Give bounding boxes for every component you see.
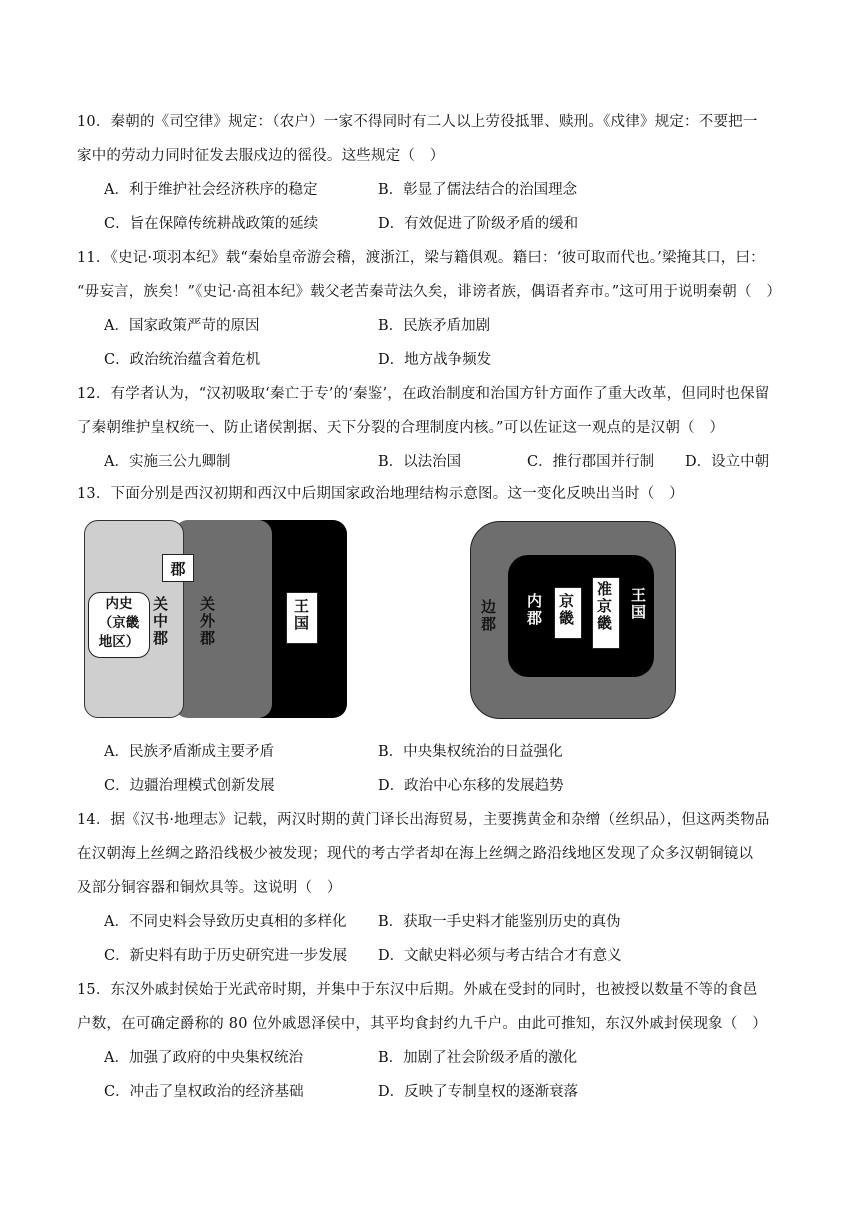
q11-option-d[interactable]: D．地方战争频发 (378, 352, 492, 368)
q10-line-1: 10．秦朝的《司空律》规定：（农户）一家不得同时有二人以上劳役抵罪、赎刑。《戍律》规定：不要把一 (77, 114, 758, 130)
q13-option-b[interactable]: B．中央集权统治的日益强化 (378, 744, 563, 760)
q13-option-d[interactable]: D．政治中心东移的发展趋势 (378, 778, 564, 794)
q14-option-b[interactable]: B．获取一手史料才能鉴别历史的真伪 (378, 914, 621, 930)
q15-line-2: 户数，在可确定爵称的 80 位外戚恩泽侯中，其平均食封约九千户。由此可推知，东汉外戚封侯现象（ ） (77, 1016, 767, 1032)
zhunjingji-label: 准京畿 (595, 581, 613, 632)
q10-option-d[interactable]: D．有效促进了阶级矛盾的缓和 (378, 216, 579, 232)
q14-line-3: 及部分铜容器和铜炊具等。这说明（ ） (77, 880, 342, 896)
q13-option-a[interactable]: A．民族矛盾渐成主要矛盾 (104, 744, 274, 760)
q11-line-1: 11．《史记·项羽本纪》载“秦始皇帝游会稽，渡浙江，梁与籍俱观。籍曰：‘彼可取而代也。’梁掩其口，曰： (77, 250, 765, 266)
neishi-box (88, 592, 150, 658)
q12-option-a[interactable]: A．实施三公九卿制 (104, 454, 231, 470)
q11-option-b[interactable]: B．民族矛盾加剧 (378, 318, 491, 334)
wangguo-label-left: 王国 (292, 598, 310, 632)
q12-option-d[interactable]: D．设立中朝 (685, 454, 770, 470)
q11-option-a[interactable]: A．国家政策严苛的原因 (104, 318, 260, 334)
q10-option-a[interactable]: A．利于维护社会经济秩序的稳定 (104, 182, 318, 198)
jingji-label: 京畿 (557, 593, 575, 627)
q14-option-c[interactable]: C．新史料有助于历史研究进一步发展 (104, 948, 348, 964)
q12-line-1: 12．有学者认为，“汉初吸取‘秦亡于专’的‘秦鉴’，在政治制度和治国方针方面作了重大改革，但同时也保留 (77, 386, 770, 402)
q15-line-1: 15．东汉外戚封侯始于光武帝时期，并集中于东汉中后期。外戚在受封的同时，也被授以数量不等的食邑 (77, 982, 758, 998)
q11-option-c[interactable]: C．政治统治蕴含着危机 (104, 352, 261, 368)
q15-option-c[interactable]: C．冲击了皇权政治的经济基础 (104, 1084, 304, 1100)
q10-line-2: 家中的劳动力同时征发去服戍边的徭役。这些规定（ ） (77, 148, 445, 164)
q15-option-b[interactable]: B．加剧了社会阶级矛盾的激化 (378, 1050, 578, 1066)
guanzhong-label: 关中郡 (151, 596, 169, 647)
q13-option-c[interactable]: C．边疆治理模式创新发展 (104, 778, 275, 794)
q12-option-c[interactable]: C．推行郡国并行制 (527, 454, 655, 470)
wangguo-label-right: 王国 (629, 587, 647, 621)
q12-option-b[interactable]: B．以法治国 (378, 454, 462, 470)
q14-line-2: 在汉朝海上丝绸之路沿线极少被发现；现代的考古学者却在海上丝绸之路沿线地区发现了众多汉朝铜镜以 (77, 846, 754, 862)
q14-line-1: 14．据《汉书·地理志》记载，两汉时期的黄门译长出海贸易，主要携黄金和杂缯（丝织品），但这两类物品 (77, 812, 770, 828)
q14-option-a[interactable]: A．不同史料会导致历史真相的多样化 (104, 914, 347, 930)
q12-line-2: 了秦朝维护皇权统一、防止诸侯割据、天下分裂的合理制度内核。”可以佐证这一观点的是汉朝（ ） (77, 420, 725, 436)
q14-option-d[interactable]: D．文献史料必须与考古结合才有意义 (378, 948, 622, 964)
neishi-label: 内史 （京畿 地区） (98, 596, 140, 650)
q10-option-b[interactable]: B．彰显了儒法结合的治国理念 (378, 182, 578, 198)
guanwai-label: 关外郡 (198, 596, 216, 647)
guanwai-region (174, 520, 272, 718)
jun-label: 郡 (162, 554, 194, 582)
q11-line-2: “毋妄言，族矣！”《史记·高祖本纪》载父老苦秦苛法久矣，诽谤者族，偶语者弃市。”这可用于说明秦朝（ ） (77, 284, 782, 300)
bianjun-label: 边郡 (479, 599, 497, 633)
q13-line-1: 13．下面分别是西汉初期和西汉中后期国家政治地理结构示意图。这一变化反映出当时（ ） (77, 486, 684, 502)
diagram-mid-late-western-han (470, 521, 678, 721)
q15-option-d[interactable]: D．反映了专制皇权的逐渐衰落 (378, 1084, 579, 1100)
q10-option-c[interactable]: C．旨在保障传统耕战政策的延续 (104, 216, 319, 232)
diagram-early-western-han (84, 520, 350, 722)
neijun-label: 内郡 (525, 593, 543, 627)
q15-option-a[interactable]: A．加强了政府的中央集权统治 (104, 1050, 303, 1066)
